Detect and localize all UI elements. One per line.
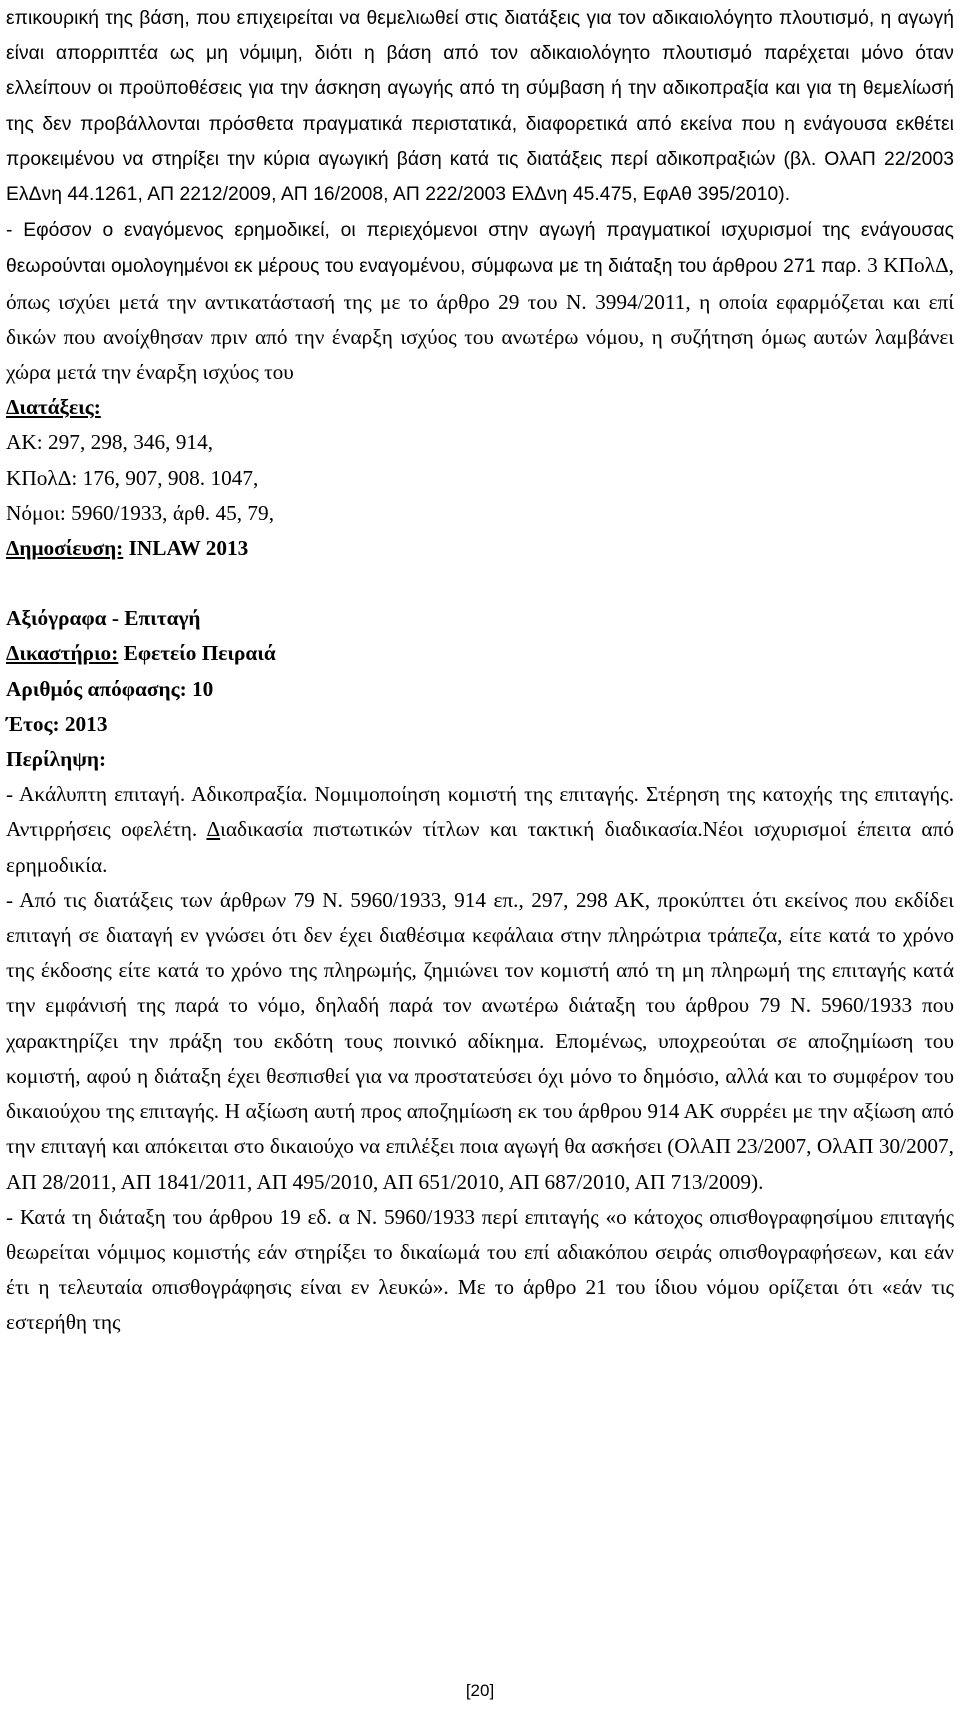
paragraph-unjust-enrichment: επικουρική της βάση, που επιχειρείται να θεμελιωθεί στις διατάξεις για τον αδικαιολόγητο πλουτισμό, η αγωγή είναι απορριπτέα ως μη νόμιμη, διότι η βάση από τον αδικαιολόγητο πλουτισμό παρέχεται μόνο όταν ελλείπουν οι προϋποθέσεις για την άσκηση αγωγής από τη σύμβαση ή την αδικοπραξία και για τη θεμελίωσή της δεν προβάλλονται πρόσθετα πραγματικά περιστατικά, διαφορετικά από εκείνα που η ενάγουσα εκθέτει προκειμένου να στηρίξει την κύρια αγωγική βάση κατά τις διατάξεις περί αδικοπραξιών (βλ. ΟλΑΠ 22/2003 ΕλΔνη 44.1261, ΑΠ 2212/2009, ΑΠ 16/2008, ΑΠ 222/2003 ΕλΔνη 45.475, ΕφΑθ 395/2010).	[6, 8, 954, 206]
summary-keywords	[6, 777, 954, 883]
publication-value: INLAW 2013	[123, 536, 249, 561]
default-text-part2: 3 ΚΠολΔ, όπως ισχύει μετά την αντικατάστασή της με το άρθρο 29 του Ν. 3994/2011, η οποία εφαρμόζεται και επί δικών που ανοίχθησαν πριν από την έναρξη ισχύος του ανωτέρω νόμου, η συζήτηση όμως αυτών λαμβάνει χώρα μετά την έναρξη ισχύος του	[6, 253, 954, 385]
default-text-part1: - Εφόσον ο εναγόμενος ερημοδικεί, οι περιεχόμενοι στην αγωγή πραγματικοί ισχυρισμοί της ενάγουσας θεωρούνται ομολογημένοι εκ μέρους του εναγομένου, σύμφωνα με τη διάταξη του άρθρου 271 παρ.	[6, 220, 954, 278]
provisions-heading: Διατάξεις:	[6, 395, 101, 420]
publication-line	[6, 531, 954, 566]
provisions-kpold: ΚΠολΔ: 176, 907, 908. 1047,	[6, 465, 259, 490]
court-value: Εφετείο Πειραιά	[118, 641, 276, 666]
provisions-ak: ΑΚ: 297, 298, 346, 914,	[6, 430, 214, 455]
year-label: Έτος:	[6, 711, 60, 736]
provisions-laws: Νόμοι: 5960/1933, άρθ. 45, 79,	[6, 500, 275, 525]
year-value: 2013	[59, 711, 108, 736]
year-line	[6, 707, 954, 742]
summary-paragraph-endorsement: - Κατά τη διάταξη του άρθρου 19 εδ. α Ν. 5960/1933 περί επιταγής «ο κάτοχος οπισθογραφησίμου επιταγής θεωρείται νόμιμος κομιστής εάν στηρίξει το δικαίωμά του επί αδιακόπου σειράς οπισθογραφήσεων, και εάν έτι η τελευταία οπισθογράφησις είναι εν λευκώ». Με το άρθρο 21 του ίδιου νόμου ορίζεται ότι «εάν τις εστερήθη της	[6, 1204, 954, 1335]
summary-keywords-c: ιαδικασία πιστωτικών τίτλων και τακτική διαδικασία.Νέοι ισχυρισμοί έπειτα από ερημοδικία.	[6, 817, 954, 877]
decision-value: 10	[186, 676, 214, 701]
summary-paragraph-bad-check: - Από τις διατάξεις των άρθρων 79 Ν. 5960/1933, 914 επ., 297, 298 ΑΚ, προκύπτει ότι εκείνος που εκδίδει επιταγή σε διαταγή εν γνώσει ότι δεν έχει διαθέσιμα κεφάλαια στην πληρώτρια τράπεζα, είτε κατά το χρόνο της έκδοσης είτε κατά το χρόνο της πληρωμής, ζημιώνει τον κομιστή από τη μη πληρωμή της επιταγής κατά την εμφάνισή της παρά το νόμο, δηλαδή παρά τον ανωτέρω διάταξη του άρθρου 79 Ν. 5960/1933 που χαρακτηρίζει την πράξη του εκδότη τους ποινικό αδίκημα. Επομένως, υποχρεούται σε αποζημίωση του κομιστή, αφού η διάταξη έχει θεσπισθεί για να προστατεύσει όχι μόνο το δημόσιο, αλλά και το συμφέρον του δικαιούχου της επιταγής. Η αξίωση αυτή προς αποζημίωση εκ του άρθρου 914 ΑΚ συρρέει με την αξίωση από την επιταγή και απόκειται στο δικαιούχο να επιλέξει ποια αγωγή θα ασκήσει (ΟλΑΠ 23/2007, ΟλΑΠ 30/2007, ΑΠ 28/2011, ΑΠ 1841/2011, ΑΠ 495/2010, ΑΠ 651/2010, ΑΠ 687/2010, ΑΠ 713/2009).	[6, 887, 954, 1194]
summary-keywords-a: - Ακάλυπτη επιταγή. Αδικοπραξία. Νομιμοποίηση κομιστή της επιταγής. Στέρηση της κατοχής της επιταγής. Αντιρρήσεις οφελέτη.	[6, 782, 954, 842]
decision-label: Αριθμός απόφασης:	[6, 676, 187, 701]
summary-keywords-b: Δ	[206, 817, 221, 842]
court-label: Δικαστήριο:	[6, 641, 119, 666]
paragraph-default-judgment	[6, 212, 954, 390]
decision-number-line	[6, 672, 954, 707]
case-title: Αξιόγραφα - Επιταγή	[6, 606, 201, 631]
page-number: [20]	[465, 1681, 495, 1700]
court-line	[6, 636, 954, 671]
summary-label: Περίληψη:	[6, 747, 107, 772]
publication-label: Δημοσίευση:	[6, 536, 124, 561]
section-gap	[6, 566, 954, 601]
document-body	[6, 1, 954, 1341]
